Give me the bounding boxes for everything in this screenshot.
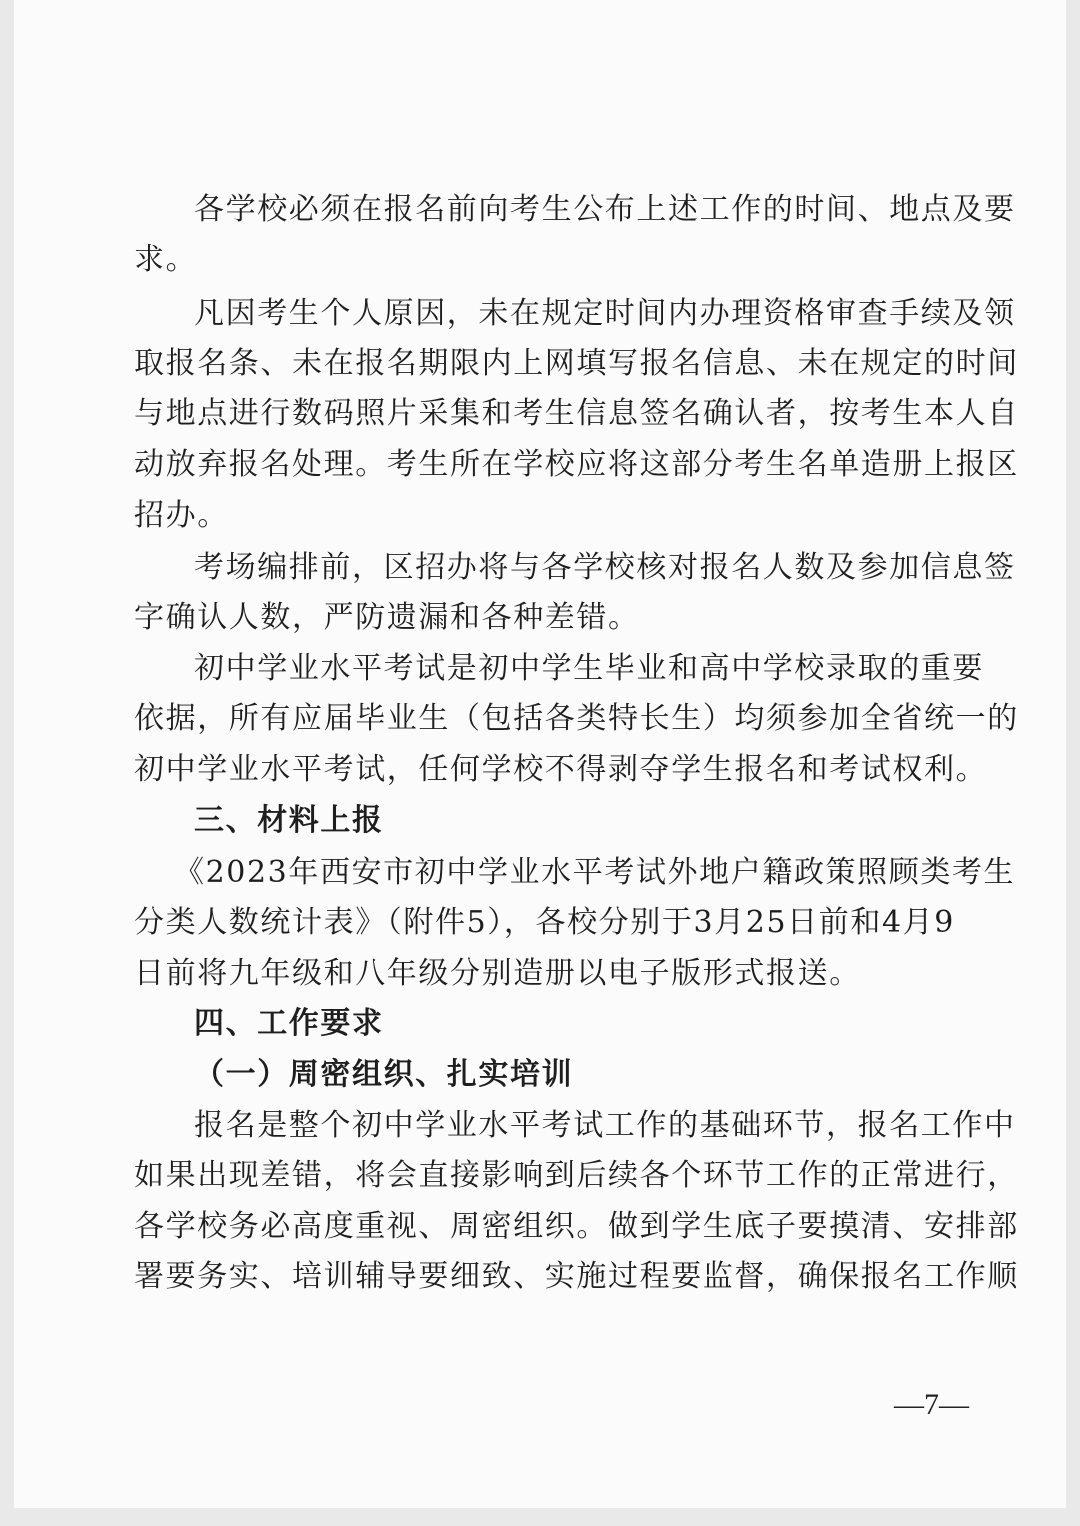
paragraph-line: 与地点进行数码照片采集和考生信息签名确认者，按考生本人自: [134, 396, 1019, 431]
paragraph-line: 各学校务必高度重视、周密组织。做到学生底子要摸清、安排部: [134, 1209, 1019, 1244]
paragraph-line: 各学校必须在报名前向考生公布上述工作的时间、地点及要: [194, 192, 1016, 227]
page-number: —7—: [894, 1388, 969, 1421]
paragraph-line: 动放弃报名处理。考生所在学校应将这部分考生名单造册上报区: [134, 447, 1019, 482]
paragraph-line: 署要务实、培训辅导要细致、实施过程要监督，确保报名工作顺: [134, 1259, 1019, 1294]
paragraph-line: 《2023年西安市初中学业水平考试外地户籍政策照顾类考生: [174, 855, 1016, 890]
section-heading: （一）周密组织、扎实培训: [194, 1057, 574, 1092]
paragraph-line: 招办。: [134, 498, 229, 533]
section-heading: 三、材料上报: [194, 803, 384, 838]
paragraph-line: 字确认人数，严防遗漏和各种差错。: [134, 600, 640, 635]
paragraph-line: 如果出现差错，将会直接影响到后续各个环节工作的正常进行，: [134, 1158, 1019, 1193]
document-page: [14, 0, 1066, 1508]
paragraph-line: 日前将九年级和八年级分别造册以电子版形式报送。: [134, 956, 861, 991]
paragraph-line: 分类人数统计表》（附件5），各校分别于3月25日前和4月9: [134, 905, 955, 940]
paragraph-line: 考场编排前，区招办将与各学校核对报名人数及参加信息签: [194, 550, 1016, 585]
paragraph-line: 凡因考生个人原因，未在规定时间内办理资格审查手续及领: [194, 296, 1016, 331]
paragraph-line: 初中学业水平考试，任何学校不得剥夺学生报名和考试权利。: [134, 752, 988, 787]
paragraph-line: 报名是整个初中学业水平考试工作的基础环节，报名工作中: [194, 1108, 1016, 1143]
paragraph-line: 求。: [134, 242, 198, 277]
paragraph-line: 初中学业水平考试是初中学生毕业和高中学校录取的重要: [194, 651, 984, 686]
paragraph-line: 依据，所有应届毕业生（包括各类特长生）均须参加全省统一的: [134, 701, 1019, 736]
paragraph-line: 取报名条、未在报名期限内上网填写报名信息、未在规定的时间: [134, 346, 1019, 381]
section-heading: 四、工作要求: [194, 1006, 384, 1041]
